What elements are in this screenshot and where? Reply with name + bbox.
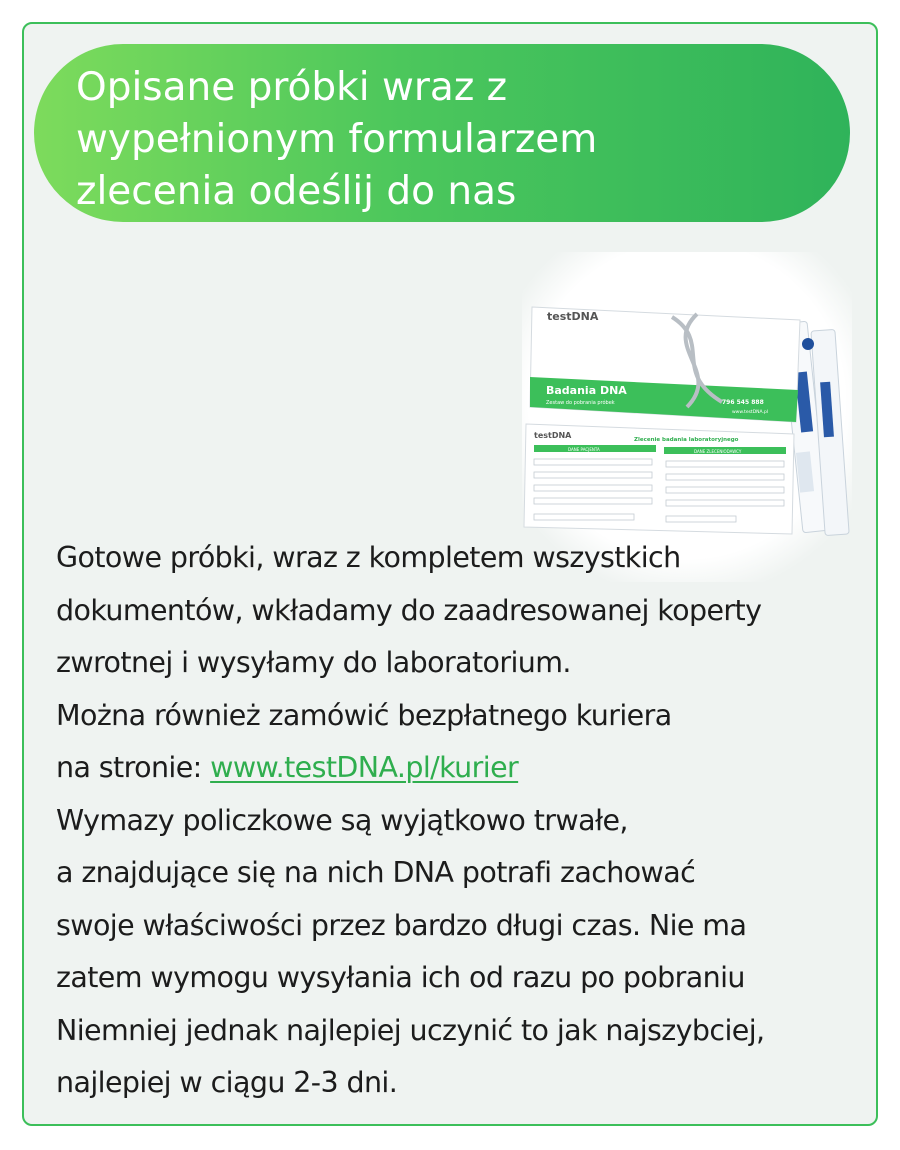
order-form bbox=[524, 424, 794, 534]
courier-prefix: na stronie: bbox=[56, 751, 211, 784]
courier-link[interactable]: www.testDNA.pl/kurier bbox=[210, 751, 519, 784]
envelope-phone: 796 545 888 bbox=[722, 399, 764, 406]
form-section-patient: DANE PACJENTA bbox=[568, 447, 600, 452]
banner-title-line: Opisane próbki wraz z bbox=[76, 65, 508, 110]
banner-title-line: zlecenia odeślij do nas bbox=[76, 169, 517, 214]
header-banner bbox=[34, 44, 850, 222]
body-text bbox=[56, 532, 874, 1110]
body-line: dokumentów, wkładamy do zaadresowanej koperty bbox=[56, 593, 762, 627]
envelope-title: Badania DNA bbox=[546, 384, 627, 397]
banner-title-line: wypełnionym formularzem bbox=[76, 117, 598, 162]
form-brand: testDNA bbox=[534, 431, 572, 440]
body-line: Wymazy policzkowe są wyjątkowo trwałe, bbox=[56, 803, 628, 837]
body-line: zwrotnej i wysyłamy do laboratorium. bbox=[56, 646, 571, 679]
envelope-subtitle: Zestaw do pobrania próbek bbox=[546, 400, 615, 406]
form-title: Zlecenie badania laboratoryjnego bbox=[634, 437, 739, 443]
body-line: swoje właściwości przez bardzo długi czas. Nie ma bbox=[56, 908, 747, 942]
body-line: zatem wymogu wysyłania ich od razu po pobraniu bbox=[56, 961, 745, 994]
courier-line bbox=[56, 742, 874, 795]
envelope-brand: testDNA bbox=[547, 310, 599, 323]
banner-title bbox=[76, 62, 776, 218]
body-line: Gotowe próbki, wraz z kompletem wszystkich bbox=[56, 541, 681, 574]
info-card bbox=[22, 22, 878, 1126]
body-line: najlepiej w ciągu 2-3 dni. bbox=[56, 1066, 398, 1099]
body-line: Można również zamówić bezpłatnego kuriera bbox=[56, 698, 672, 732]
form-section-client: DANE ZLECENIODAWCY bbox=[694, 449, 742, 454]
body-line: a znajdujące się na nich DNA potrafi zachować bbox=[56, 856, 696, 889]
envelope bbox=[530, 307, 800, 422]
body-line: Niemniej jednak najlepiej uczynić to jak najszybciej, bbox=[56, 1013, 765, 1047]
envelope-website: www.testDNA.pl bbox=[732, 410, 769, 415]
